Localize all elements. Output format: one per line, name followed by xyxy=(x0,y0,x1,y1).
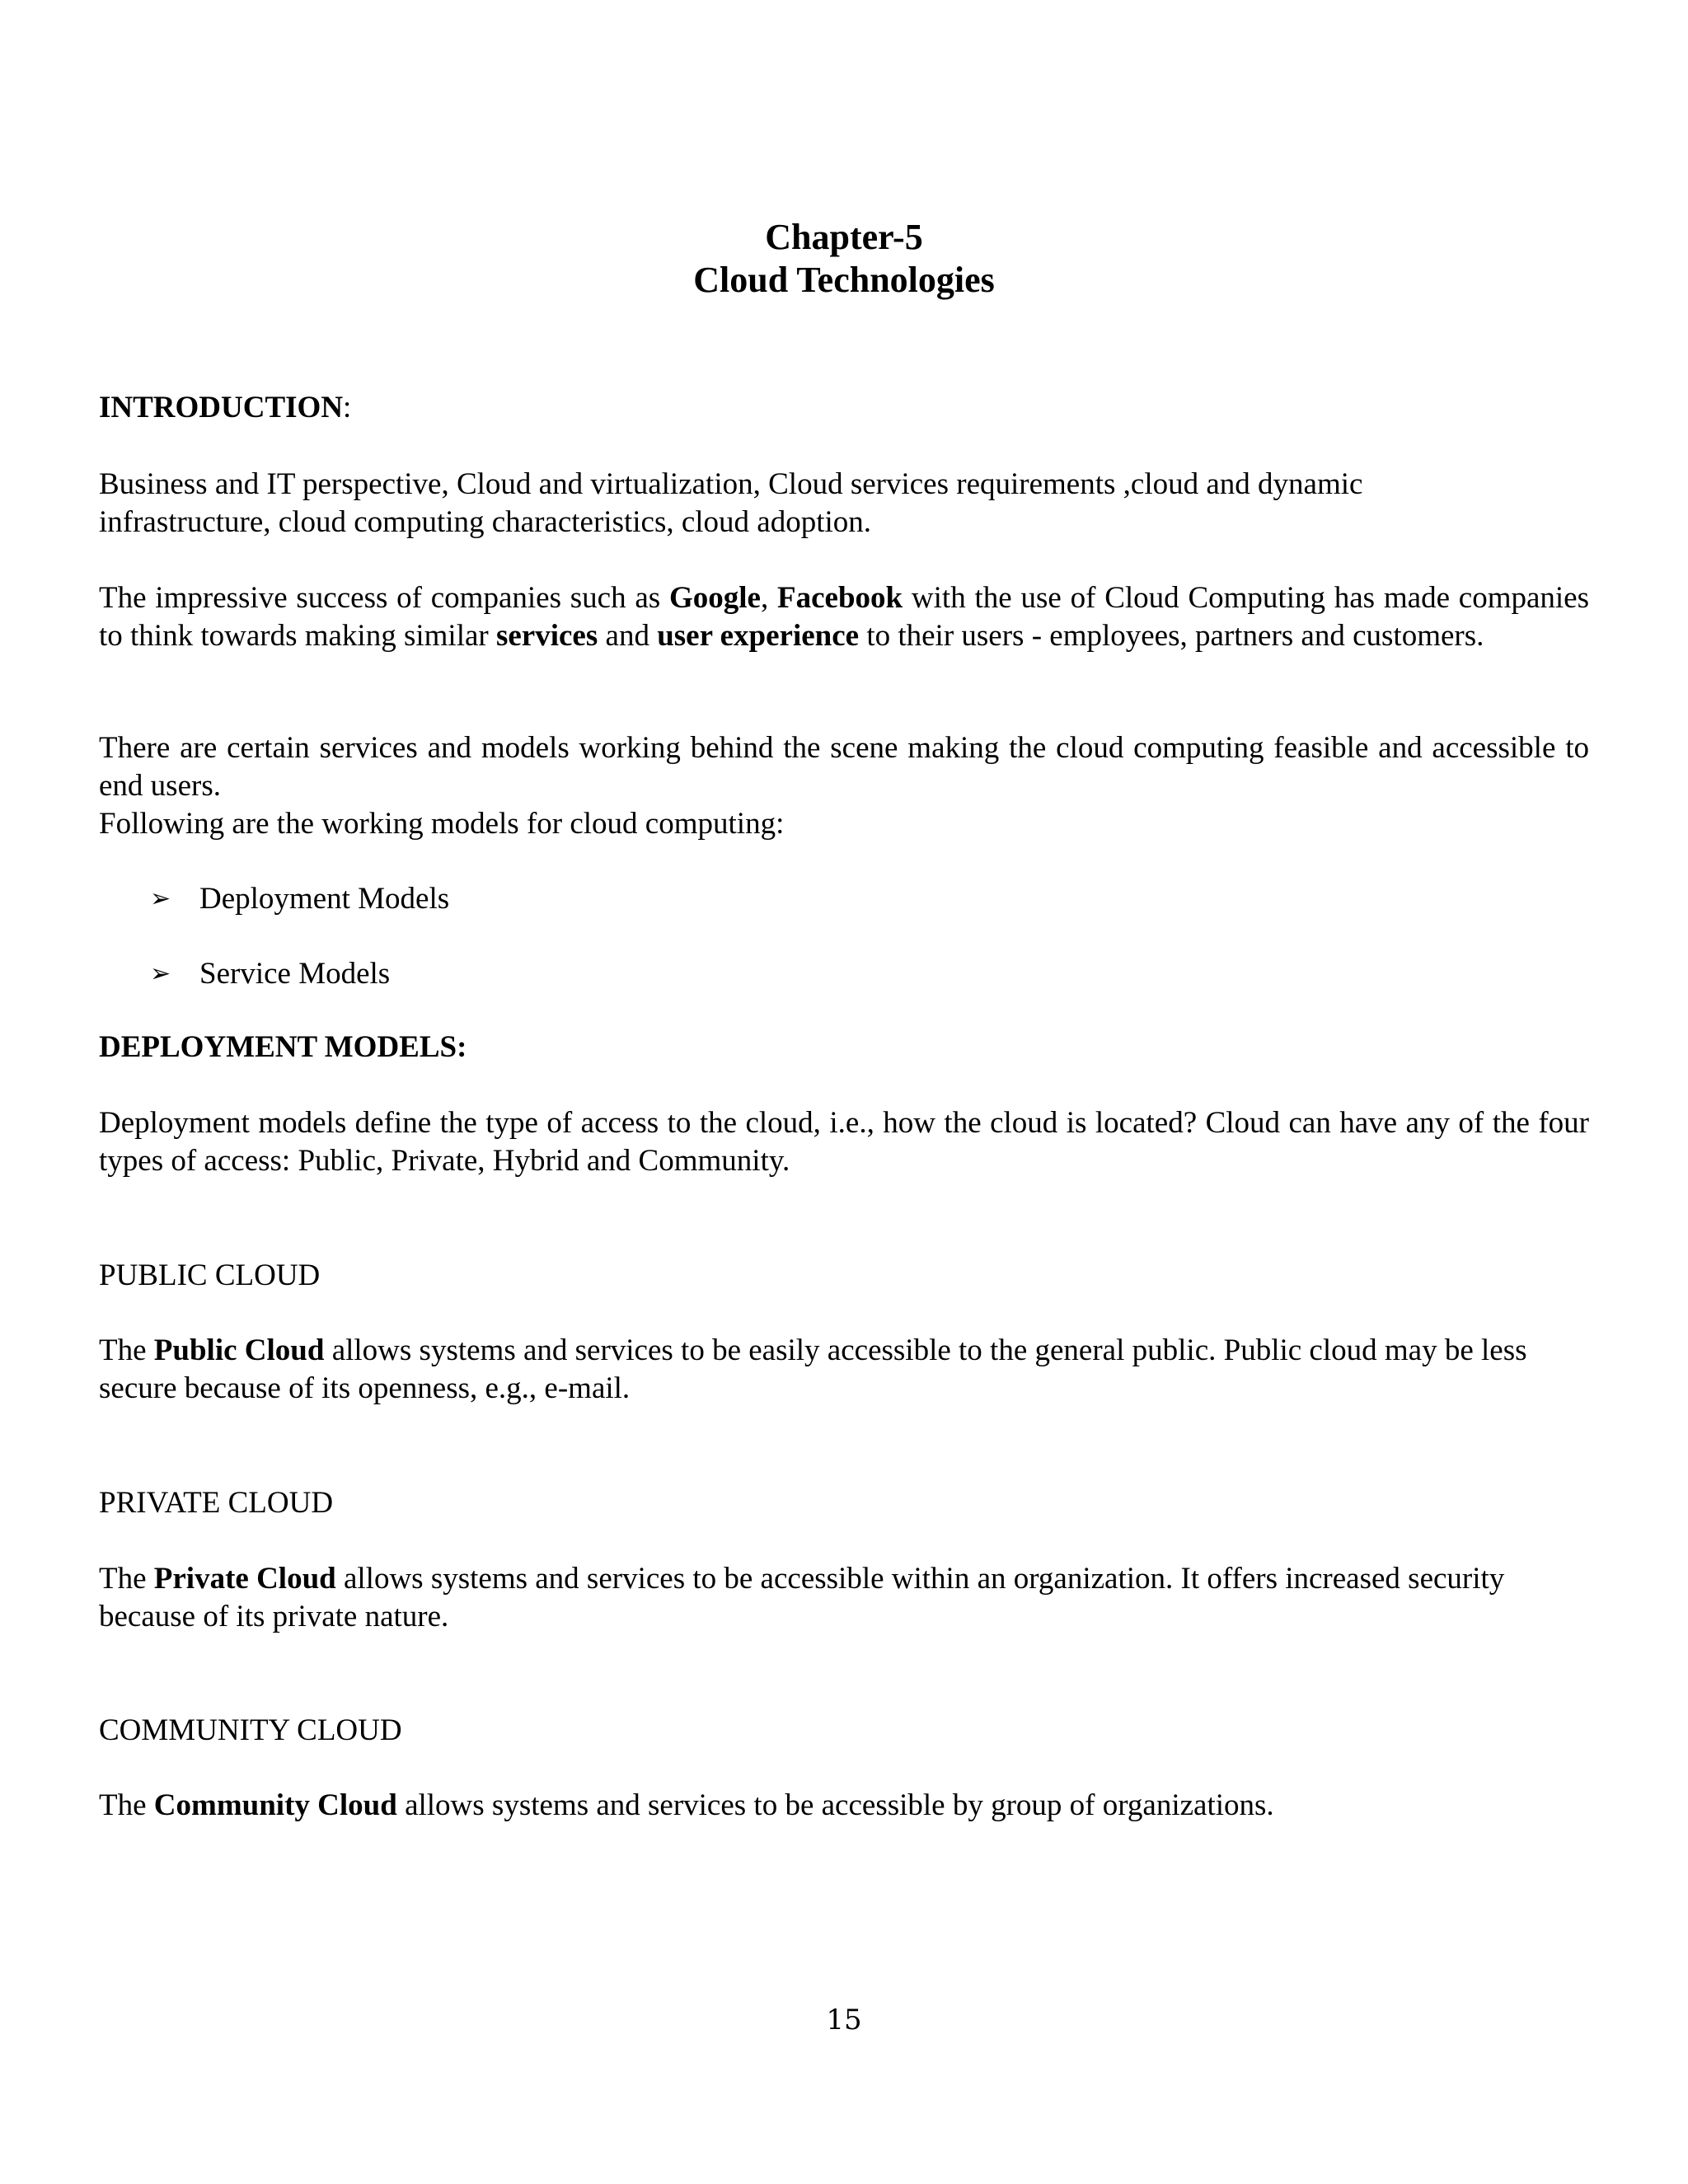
text-run: to their users - employees, partners and customers. xyxy=(859,619,1484,653)
chapter-number: Chapter-5 xyxy=(765,217,923,257)
community-cloud-heading: COMMUNITY CLOUD xyxy=(99,1713,402,1747)
text-run: allows systems and services to be accessible by group of organizations. xyxy=(396,1788,1274,1822)
bold-community-cloud: Community Cloud xyxy=(153,1788,397,1822)
introduction-heading-text: INTRODUCTION xyxy=(99,391,344,424)
text-run: and xyxy=(598,619,658,653)
list-item-label: Deployment Models xyxy=(199,882,450,916)
text-run: The impressive success of companies such as xyxy=(99,581,669,615)
public-cloud-heading: PUBLIC CLOUD xyxy=(99,1258,321,1292)
public-cloud-paragraph xyxy=(99,1332,1566,1408)
text-run: allows systems and services to be accessible within an organization. It offers increased security because of its private nature. xyxy=(99,1562,1505,1633)
text-run: , xyxy=(760,581,778,615)
bold-public-cloud: Public Cloud xyxy=(153,1333,325,1367)
bold-private-cloud: Private Cloud xyxy=(153,1562,336,1596)
private-cloud-heading: PRIVATE CLOUD xyxy=(99,1486,334,1520)
list-item xyxy=(150,955,1386,993)
bold-services: services xyxy=(495,619,598,653)
bold-facebook: Facebook xyxy=(777,581,903,615)
document-page xyxy=(99,0,1589,2184)
bold-user-experience: user experience xyxy=(657,619,860,653)
arrowhead-bullet-icon: ➢ xyxy=(150,884,171,913)
bold-google: Google xyxy=(669,581,761,615)
introduction-success-paragraph xyxy=(99,579,1589,655)
text-run: with the use of Cloud Computing has made companies to think towards making similar xyxy=(99,581,1590,653)
list-item-label: Service Models xyxy=(199,957,391,991)
private-cloud-paragraph xyxy=(99,1560,1517,1636)
introduction-topics-paragraph: Business and IT perspective, Cloud and virtualization, Cloud services requirements ,cloud and dynamic infrastructure, cloud computing characteristics, cloud adoption. xyxy=(99,467,1363,539)
page-number: 15 xyxy=(826,2004,862,2036)
text-run: The xyxy=(99,1562,154,1596)
deployment-models-paragraph: Deployment models define the type of access to the cloud, i.e., how the cloud is located? Cloud can have any of the four types of access: Public, Private, Hybrid and Community. xyxy=(99,1106,1589,1178)
list-item xyxy=(150,880,1386,918)
community-cloud-paragraph xyxy=(99,1787,1589,1825)
arrowhead-bullet-icon: ➢ xyxy=(150,959,171,988)
introduction-heading xyxy=(99,389,1589,427)
working-models-lead-in: Following are the working models for cloud computing: xyxy=(99,807,785,841)
text-run: The xyxy=(99,1333,154,1367)
text-run: The xyxy=(99,1788,154,1822)
text-run: allows systems and services to be easily accessible to the general public. Public cloud may be less secure because of its openness, e.g., e-mail. xyxy=(99,1333,1527,1405)
chapter-title: Cloud Technologies xyxy=(693,260,995,300)
deployment-models-heading: DEPLOYMENT MODELS: xyxy=(99,1030,467,1064)
introduction-heading-colon: : xyxy=(343,391,352,424)
introduction-models-paragraph: There are certain services and models working behind the scene making the cloud computing feasible and accessible to end users. xyxy=(99,731,1589,803)
